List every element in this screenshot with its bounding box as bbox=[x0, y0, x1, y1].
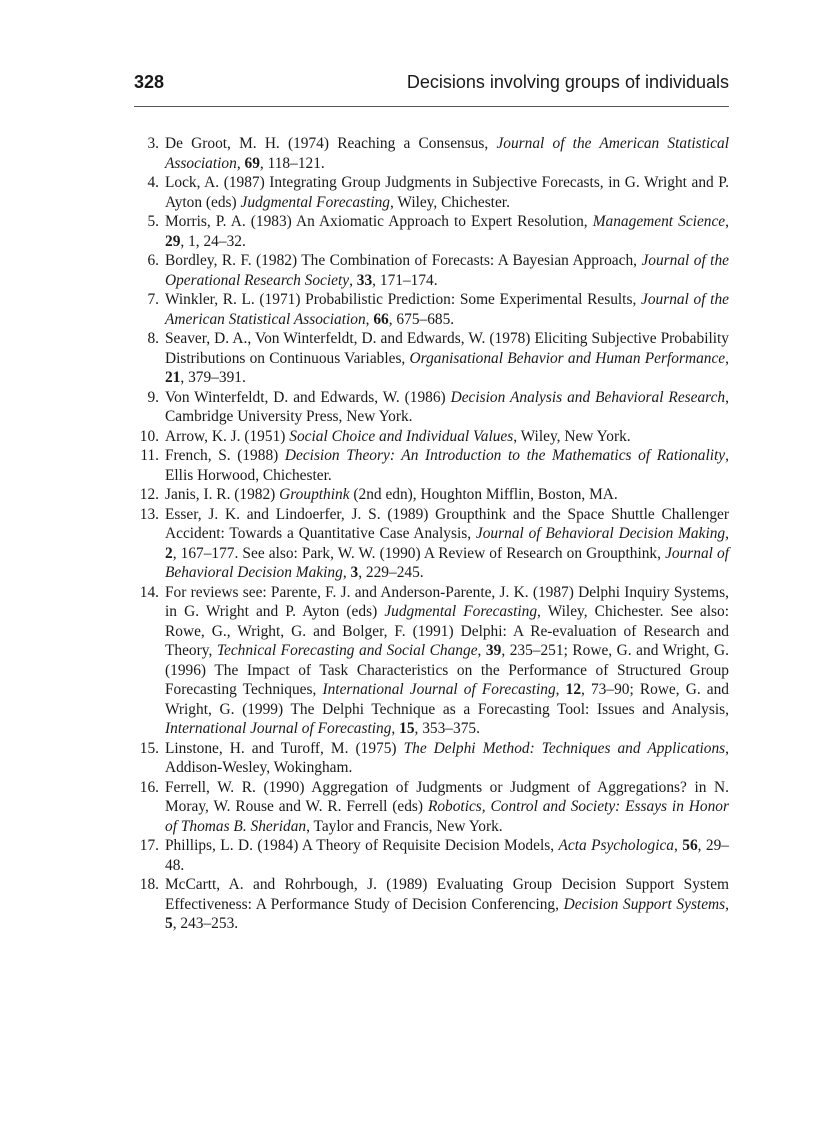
reference-title: Management Science bbox=[592, 213, 726, 230]
reference-volume: 56 bbox=[682, 837, 698, 854]
reference-number: 5. bbox=[147, 213, 159, 230]
reference-number: 15. bbox=[139, 739, 159, 757]
reference-text: , bbox=[391, 720, 400, 737]
reference-number: 18. bbox=[139, 876, 159, 893]
reference-text: , Taylor and Francis, New York. bbox=[306, 817, 503, 835]
reference-item bbox=[134, 583, 729, 739]
reference-text: Arrow, K. J. (1951) bbox=[165, 427, 290, 445]
reference-volume: 2 bbox=[165, 544, 173, 562]
reference-number: 12. bbox=[139, 486, 159, 503]
reference-item bbox=[134, 388, 729, 427]
reference-number: 13. bbox=[139, 505, 159, 523]
reference-title: International Journal of Forecasting bbox=[322, 681, 556, 698]
reference-title: Robotics, Control and Society: Essays in Honor of Thomas B. Sheridan bbox=[165, 798, 729, 835]
reference-title: Technical Forecasting and Social Change bbox=[216, 642, 478, 659]
reference-number: 8. bbox=[147, 330, 159, 347]
reference-text: , 73–90; Rowe, G. and Wright, G. (1999) The Delphi Technique as a Forecasting Tool: Issues and Analysis, bbox=[165, 681, 730, 718]
reference-text: , Wiley, Chichester. bbox=[390, 193, 510, 211]
reference-item bbox=[134, 836, 729, 875]
reference-title: Judgmental Forecasting bbox=[240, 193, 390, 211]
reference-list bbox=[134, 134, 729, 934]
reference-title: Decision Support Systems bbox=[563, 895, 726, 913]
reference-text: De Groot, M. H. (1974) Reaching a Consensus, bbox=[165, 135, 497, 152]
reference-text: Seaver, D. A., Von Winterfeldt, D. and Edwards, W. (1978) Eliciting Subjective Probability Distributions on Continuous Variables, bbox=[165, 330, 729, 367]
reference-volume: 33 bbox=[356, 271, 373, 289]
reference-volume: 3 bbox=[350, 564, 359, 581]
reference-title: International Journal of Forecasting bbox=[165, 720, 392, 737]
reference-number: 16. bbox=[139, 778, 159, 796]
reference-item bbox=[134, 290, 729, 329]
reference-item bbox=[134, 875, 729, 934]
reference-text: , bbox=[725, 213, 729, 230]
reference-volume: 29 bbox=[165, 232, 181, 250]
reference-text: , Wiley, Chichester. See also: Rowe, G., Wright, G. and Bolger, F. (1991) Delphi: A Re-evaluation of Research and Theory, bbox=[165, 603, 729, 659]
reference-item bbox=[134, 427, 729, 447]
reference-text: , 167–177. See also: Park, W. W. (1990) A Review of Research on Groupthink, bbox=[172, 544, 666, 562]
reference-item bbox=[134, 134, 729, 173]
reference-title: Journal of the American Statistical Association bbox=[165, 291, 729, 328]
reference-item bbox=[134, 251, 729, 290]
reference-text: Von Winterfeldt, D. and Edwards, W. (1986) bbox=[165, 388, 451, 406]
reference-text: , bbox=[365, 310, 374, 328]
reference-number: 11. bbox=[140, 447, 159, 464]
reference-item bbox=[134, 739, 729, 778]
reference-text: Janis, I. R. (1982) bbox=[165, 486, 280, 503]
page-number: 328 bbox=[134, 72, 165, 92]
reference-text: , Ellis Horwood, Chichester. bbox=[165, 447, 729, 484]
reference-text: Bordley, R. F. (1982) The Combination of Forecasts: A Bayesian Approach, bbox=[165, 252, 642, 269]
reference-text: Linstone, H. and Turoff, M. (1975) bbox=[165, 739, 404, 757]
reference-text: , 171–174. bbox=[372, 271, 438, 289]
reference-number: 4. bbox=[147, 174, 159, 191]
reference-number: 14. bbox=[139, 583, 159, 601]
reference-text: Winkler, R. L. (1971) Probabilistic Prediction: Some Experimental Results, bbox=[165, 291, 641, 308]
reference-text: , bbox=[349, 271, 357, 289]
reference-text: , 243–253. bbox=[172, 915, 239, 932]
reference-item bbox=[134, 212, 729, 251]
reference-number: 3. bbox=[147, 135, 159, 152]
reference-volume: 12 bbox=[565, 681, 582, 698]
page-header bbox=[134, 70, 729, 96]
reference-text: , bbox=[674, 837, 683, 854]
reference-title: The Delphi Method: Techniques and Applications bbox=[403, 739, 726, 757]
reference-text: , bbox=[477, 642, 486, 659]
reference-number: 9. bbox=[147, 388, 159, 406]
reference-text: , bbox=[725, 349, 729, 367]
reference-title: Judgmental Forecasting bbox=[384, 603, 538, 620]
reference-volume: 15 bbox=[399, 720, 415, 737]
reference-title: Journal of the Operational Research Society bbox=[165, 252, 729, 289]
reference-title: Acta Psychologica bbox=[558, 837, 674, 854]
reference-item bbox=[134, 505, 729, 583]
reference-text: , Cambridge University Press, New York. bbox=[165, 388, 729, 425]
reference-text: , bbox=[725, 895, 730, 913]
reference-text: , bbox=[342, 564, 351, 581]
reference-volume: 39 bbox=[485, 642, 502, 659]
reference-text: , 379–391. bbox=[180, 369, 246, 386]
reference-number: 17. bbox=[139, 837, 159, 854]
reference-text: Ferrell, W. R. (1990) Aggregation of Judgments or Judgment of Aggregations? in N. Moray, W. Rouse and W. R. Ferrell (eds) bbox=[165, 778, 729, 815]
reference-number: 6. bbox=[147, 252, 159, 269]
reference-text: , 229–245. bbox=[358, 564, 424, 581]
reference-text: French, S. (1988) bbox=[165, 447, 285, 464]
reference-item bbox=[134, 485, 729, 505]
reference-volume: 66 bbox=[373, 310, 389, 328]
reference-number: 10. bbox=[139, 427, 159, 445]
reference-volume: 69 bbox=[244, 154, 260, 172]
reference-text: , 675–685. bbox=[388, 310, 455, 328]
running-title: Decisions involving groups of individuals bbox=[406, 72, 729, 92]
reference-title: Groupthink bbox=[279, 486, 350, 503]
reference-text: , Addison-Wesley, Wokingham. bbox=[165, 739, 729, 776]
reference-title: Journal of the American Statistical Association bbox=[165, 135, 729, 172]
reference-text: Morris, P. A. (1983) An Axiomatic Approach to Expert Resolution, bbox=[165, 213, 593, 230]
reference-text: , Wiley, New York. bbox=[513, 427, 631, 445]
reference-title: Journal of Behavioral Decision Making bbox=[475, 525, 726, 542]
reference-text: For reviews see: Parente, F. J. and Anderson-Parente, J. K. (1987) Delphi Inquiry Systems, in G. Wright and P. Ayton (eds) bbox=[165, 583, 729, 620]
reference-text: , bbox=[725, 525, 729, 542]
reference-volume: 21 bbox=[165, 369, 181, 386]
reference-item bbox=[134, 778, 729, 837]
reference-text: (2nd edn), Houghton Mifflin, Boston, MA. bbox=[349, 486, 618, 503]
header-divider bbox=[134, 106, 729, 107]
reference-title: Social Choice and Individual Values bbox=[289, 427, 514, 445]
reference-title: Organisational Behavior and Human Performance bbox=[409, 349, 726, 367]
reference-text: , 353–375. bbox=[414, 720, 480, 737]
reference-title: Journal of Behavioral Decision Making bbox=[165, 544, 729, 581]
reference-text: Lock, A. (1987) Integrating Group Judgments in Subjective Forecasts, in G. Wright and P. Ayton (eds) bbox=[165, 174, 729, 211]
reference-item bbox=[134, 173, 729, 212]
reference-text: McCartt, A. and Rohrbough, J. (1989) Evaluating Group Decision Support System Effectiveness: A Performance Study of Decision Conferencing, bbox=[165, 876, 729, 913]
reference-text: , bbox=[236, 154, 245, 172]
reference-item bbox=[134, 446, 729, 485]
reference-volume: 5 bbox=[165, 915, 173, 932]
reference-number: 7. bbox=[147, 291, 159, 308]
reference-title: Decision Analysis and Behavioral Research bbox=[450, 388, 726, 406]
reference-text: , 1, 24–32. bbox=[180, 232, 246, 250]
reference-item bbox=[134, 329, 729, 388]
reference-text: , bbox=[555, 681, 566, 698]
reference-text: , 118–121. bbox=[259, 154, 325, 172]
reference-text: Esser, J. K. and Lindoerfer, J. S. (1989) Groupthink and the Space Shuttle Challenger Accident: Towards a Quantitative Case Analysis, bbox=[165, 505, 729, 542]
reference-title: Decision Theory: An Introduction to the Mathematics of Rationality bbox=[284, 447, 726, 464]
reference-text: , 29–48. bbox=[165, 837, 729, 874]
reference-text: , 235–251; Rowe, G. and Wright, G. (1996) The Impact of Task Characteristics on the Performance of Structured Group Forecasting Techniques, bbox=[165, 642, 730, 698]
reference-text: Phillips, L. D. (1984) A Theory of Requisite Decision Models, bbox=[165, 837, 559, 854]
